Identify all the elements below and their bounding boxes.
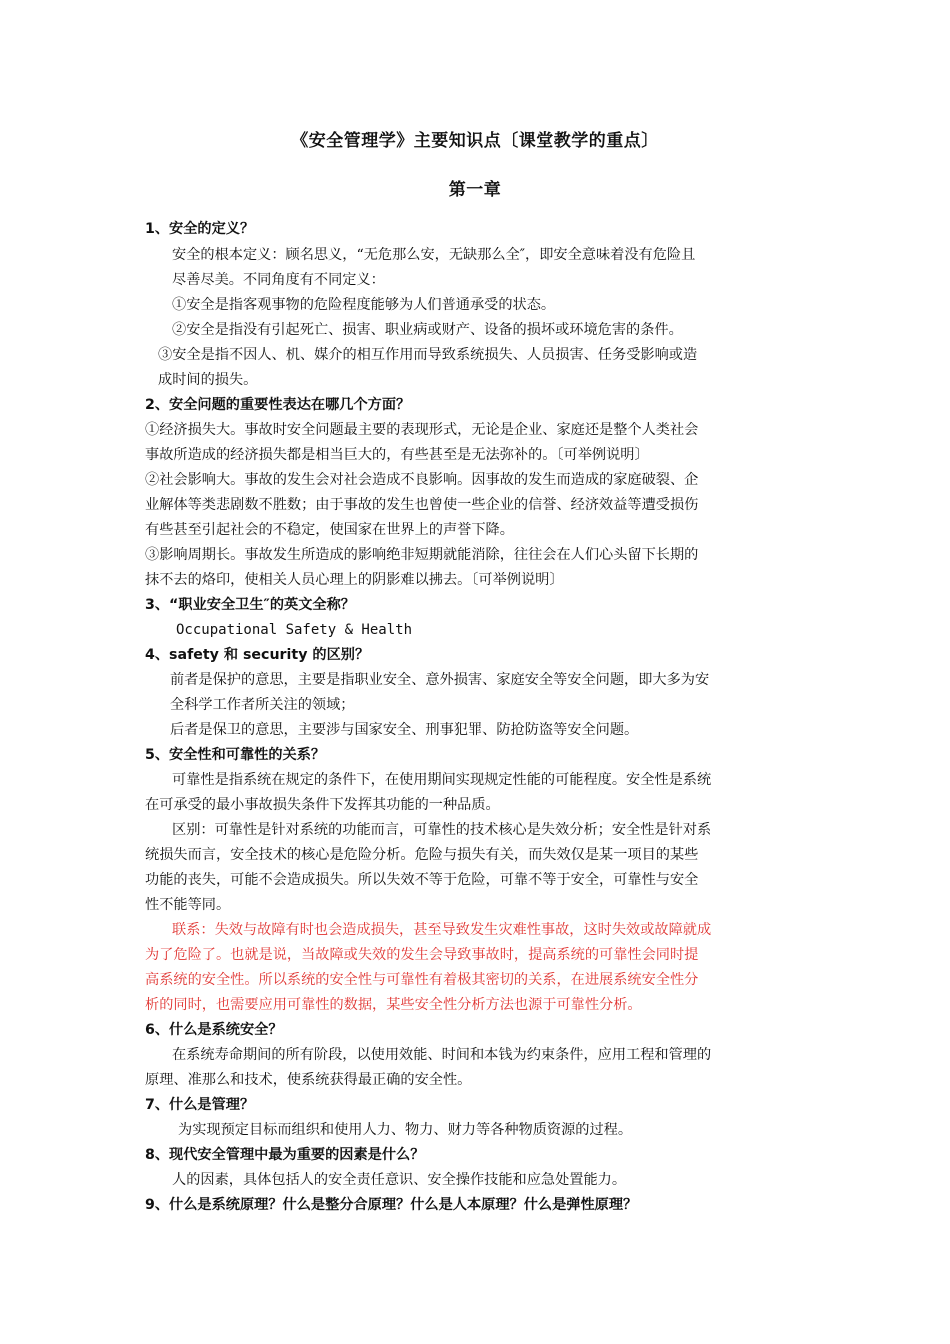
body-line: 统损失而言，安全技术的核心是危险分析。危险与损失有关，而失效仅是某一项目的某些 xyxy=(145,847,699,863)
body-line: 区别：可靠性是针对系统的功能而言，可靠性的技术核心是失效分析；安全性是针对系 xyxy=(172,822,712,838)
body-line: ①经济损失大。事故时安全问题最主要的表现形式，无论是企业、家庭还是整个人类社会 xyxy=(145,422,699,438)
body-line: ②社会影响大。事故的发生会对社会造成不良影响。因事故的发生而造成的家庭破裂、企 xyxy=(145,472,699,488)
document-title: 《安全管理学》主要知识点〔课堂教学的重点〕 xyxy=(291,131,659,151)
body-line: 性不能等同。 xyxy=(145,897,231,913)
body-line: Occupational Safety & Health xyxy=(176,622,413,638)
body-line: 安全的根本定义：顾名思义，“无危那么安，无缺那么全″，即安全意味着没有危险且 xyxy=(172,247,696,263)
body-line: 高系统的安全性。所以系统的安全性与可靠性有着极其密切的关系，在进展系统安全性分 xyxy=(145,972,699,988)
body-line: 功能的丧失，可能不会造成损失。所以失效不等于危险，可靠不等于安全，可靠性与安全 xyxy=(145,872,699,888)
body-line: 事故所造成的经济损失都是相当巨大的，有些甚至是无法弥补的。〔可举例说明〕 xyxy=(145,447,649,463)
body-line: ②安全是指没有引起死亡、损害、职业病或财产、设备的损坏或环境危害的条件。 xyxy=(172,322,683,338)
body-line: 后者是保卫的意思，主要涉与国家安全、刑事犯罪、防抢防盗等安全问题。 xyxy=(170,722,639,738)
body-line: 在系统寿命期间的所有阶段，以使用效能、时间和本钱为约束条件，应用工程和管理的 xyxy=(172,1047,712,1063)
question-heading: 4、safety 和 security 的区别？ xyxy=(145,647,370,663)
question-heading: 2、安全问题的重要性表达在哪几个方面？ xyxy=(145,397,411,413)
question-heading: 7、什么是管理？ xyxy=(145,1097,255,1113)
body-line: 原理、准那么和技术，使系统获得最正确的安全性。 xyxy=(145,1072,472,1088)
body-line: 抹不去的烙印，使相关人员心理上的阴影难以拂去。〔可举例说明〕 xyxy=(145,572,564,588)
body-line: 为实现预定目标而组织和使用人力、物力、财力等各种物质资源的过程。 xyxy=(178,1122,633,1138)
body-line: 有些甚至引起社会的不稳定，使国家在世界上的声誉下降。 xyxy=(145,522,514,538)
body-line: 人的因素，具体包括人的安全责任意识、安全操作技能和应急处置能力。 xyxy=(172,1172,627,1188)
question-heading: 6、什么是系统安全？ xyxy=(145,1022,283,1038)
body-line: 成时间的损失。 xyxy=(158,372,258,388)
body-line: ③影响周期长。事故发生所造成的影响绝非短期就能消除，往往会在人们心头留下长期的 xyxy=(145,547,699,563)
question-heading: 5、安全性和可靠性的关系？ xyxy=(145,747,326,763)
body-line: 在可承受的最小事故损失条件下发挥其功能的一种品质。 xyxy=(145,797,500,813)
question-heading: 9、什么是系统原理？什么是整分合原理？什么是人本原理？什么是弹性原理？ xyxy=(145,1197,638,1213)
body-line: 析的同时，也需要应用可靠性的数据，某些安全性分析方法也源于可靠性分析。 xyxy=(145,997,642,1013)
body-line: 尽善尽美。不同角度有不同定义： xyxy=(172,272,385,288)
question-heading: 8、现代安全管理中最为重要的因素是什么？ xyxy=(145,1147,425,1163)
body-line: 全科学工作者所关注的领域； xyxy=(170,697,355,713)
question-heading: 3、“职业安全卫生″的英文全称？ xyxy=(145,597,355,613)
question-heading: 1、安全的定义？ xyxy=(145,221,255,237)
body-line: 可靠性是指系统在规定的条件下，在使用期间实现规定性能的可能程度。安全性是系统 xyxy=(172,772,712,788)
body-line: 业解体等类悲剧数不胜数；由于事故的发生也曾使一些企业的信誉、经济效益等遭受损伤 xyxy=(145,497,699,513)
chapter-heading: 第一章 xyxy=(448,180,502,200)
body-line: ③安全是指不因人、机、媒介的相互作用而导致系统损失、人员损害、任务受影响或造 xyxy=(158,347,698,363)
body-line: ①安全是指客观事物的危险程度能够为人们普通承受的状态。 xyxy=(172,297,556,313)
body-line: 为了危险了。也就是说，当故障或失效的发生会导致事故时，提高系统的可靠性会同时提 xyxy=(145,947,699,963)
body-line: 联系：失效与故障有时也会造成损失，甚至导致发生灾难性事故，这时失效或故障就成 xyxy=(172,922,712,938)
body-line: 前者是保护的意思，主要是指职业安全、意外损害、家庭安全等安全问题，即大多为安 xyxy=(170,672,710,688)
